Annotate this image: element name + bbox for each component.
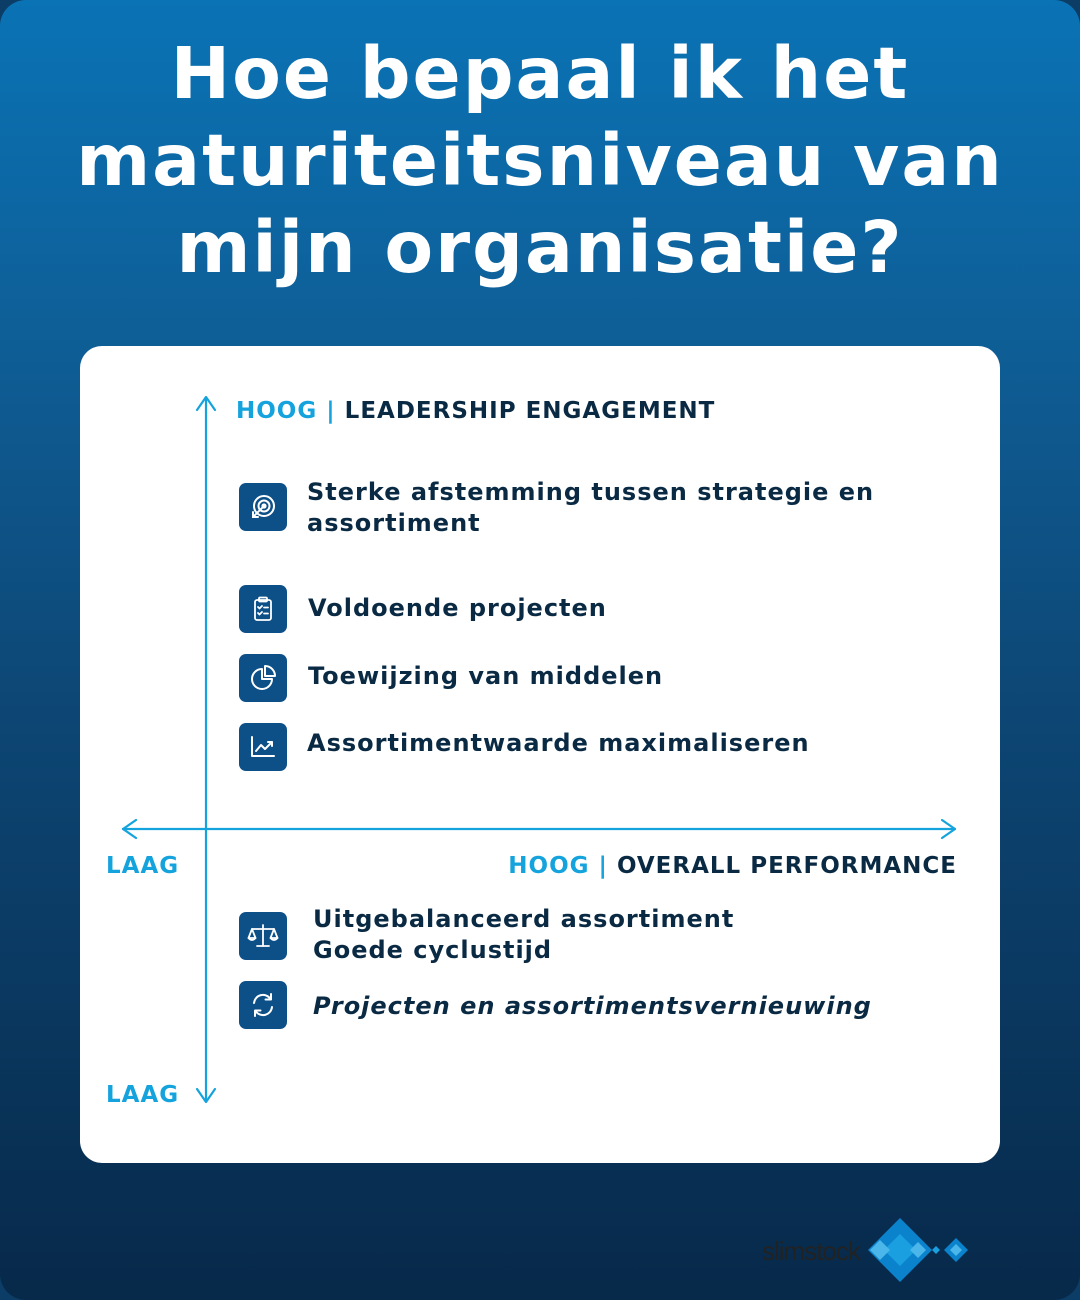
item-label [307, 477, 874, 539]
list-item [239, 585, 607, 633]
y-axis-separator: | [326, 398, 336, 424]
item-line: Uitgebalanceerd assortiment [313, 905, 735, 933]
balance-scale-icon [239, 912, 287, 960]
item-label: Toewijzing van middelen [308, 662, 664, 690]
item-label: Assortimentwaarde maximaliseren [307, 729, 810, 757]
title-line-1: Hoe bepaal ik het [170, 32, 910, 115]
x-axis-low-label: LAAG [106, 853, 180, 879]
list-item [239, 478, 875, 539]
item-label [313, 904, 734, 966]
y-axis-low-label: LAAG [106, 1082, 180, 1108]
list-item [239, 654, 663, 702]
list-item [239, 905, 735, 966]
item-line: Goede cyclustijd [313, 936, 553, 964]
page-title [0, 30, 1080, 291]
item-line: assortiment [307, 509, 481, 537]
target-icon [239, 483, 287, 531]
list-item [239, 981, 872, 1029]
pie-chart-icon [239, 654, 287, 702]
title-line-2: maturiteitsniveau van [76, 119, 1004, 202]
y-axis-high: HOOG [236, 398, 318, 424]
x-axis-high-label [508, 852, 957, 880]
line-chart-icon [239, 723, 287, 771]
matrix-card [80, 346, 1000, 1163]
item-line: Sterke afstemming tussen strategie en [307, 478, 875, 506]
item-label: Voldoende projecten [308, 594, 607, 622]
x-axis-title: OVERALL PERFORMANCE [616, 853, 957, 879]
clipboard-checklist-icon [239, 585, 287, 633]
refresh-icon [239, 981, 287, 1029]
logo-wordmark: slimstock [762, 1235, 860, 1266]
x-axis-high: HOOG [508, 853, 590, 879]
slimstock-logo [762, 1216, 980, 1286]
y-axis-high-label [236, 397, 715, 425]
title-line-3: mijn organisatie? [176, 206, 904, 289]
item-label: Projecten en assortimentsvernieuwing [313, 992, 872, 1020]
logo-diamond-icon [860, 1216, 980, 1286]
x-axis-separator: | [598, 853, 608, 879]
y-axis-title: LEADERSHIP ENGAGEMENT [344, 398, 716, 424]
list-item [239, 723, 810, 771]
